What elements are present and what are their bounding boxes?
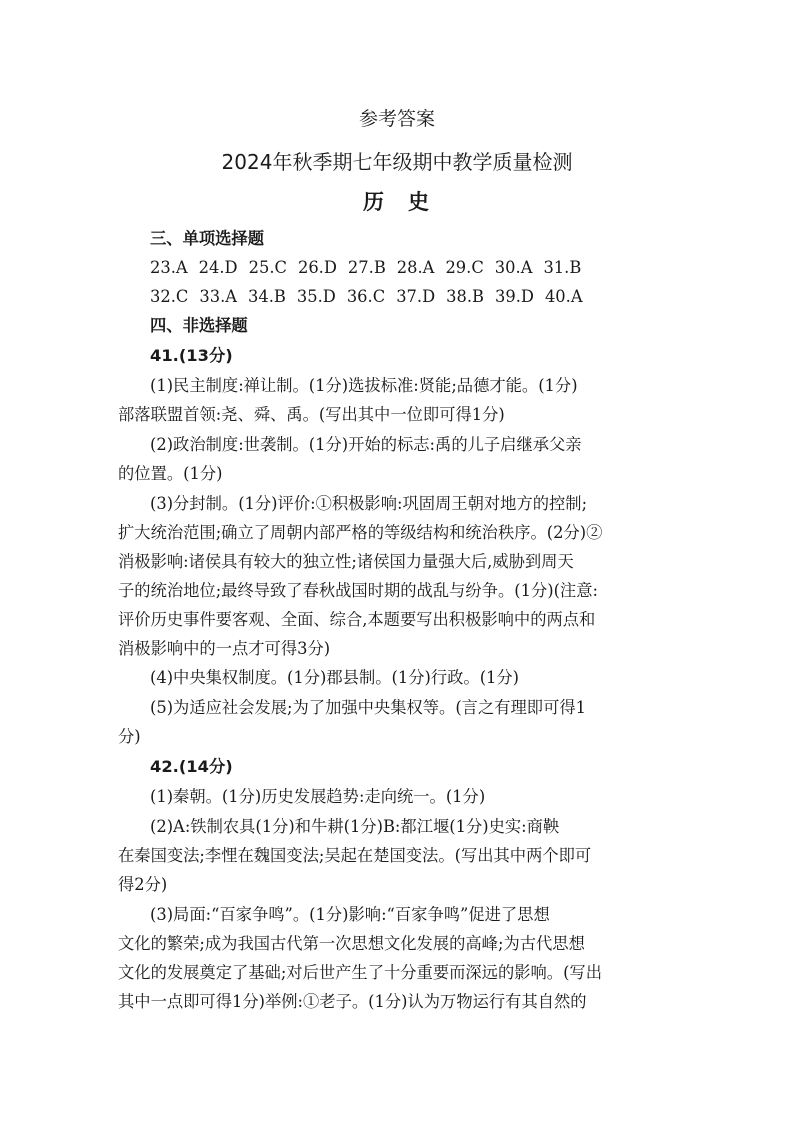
- section-3-title: 三、单项选择题: [150, 229, 264, 248]
- q42-line: 得2分): [118, 875, 168, 894]
- q42-line: 在秦国变法;李悝在魏国变法;吴起在楚国变法。(写出其中两个即可: [118, 846, 592, 865]
- q41-line: (4)中央集权制度。(1分)郡县制。(1分)行政。(1分): [150, 668, 520, 687]
- q41-line: 部落联盟首领:尧、舜、禹。(写出其中一位即可得1分): [118, 405, 505, 424]
- q41-heading: 41.(13分): [150, 346, 233, 365]
- q41-line: 子的统治地位;最终导致了春秋战国时期的战乱与纷争。(1分)(注意:: [118, 581, 598, 600]
- answer-item: 38.B: [446, 287, 484, 306]
- answer-item: 40.A: [544, 287, 583, 306]
- q42-line: 其中一点即可得1分)举例:①老子。(1分)认为万物运行有其自然的: [118, 992, 587, 1011]
- q41-line: (2)政治制度:世袭制。(1分)开始的标志:禹的儿子启继承父亲: [150, 435, 582, 454]
- answer-row-2: [150, 285, 684, 309]
- subject-char-2: 史: [408, 189, 431, 214]
- q42-line: (1)秦朝。(1分)历史发展趋势:走向统一。(1分): [150, 787, 486, 806]
- answer-item: 39.D: [495, 287, 534, 306]
- q42-line: 文化的繁荣;成为我国古代第一次思想文化发展的高峰;为古代思想: [118, 934, 585, 953]
- q41-line: 的位置。(1分): [118, 464, 223, 483]
- q41-line: 消极影响中的一点才可得3分): [118, 639, 331, 658]
- q41-line: 消极影响:诸侯具有较大的独立性;诸侯国力量强大后,威胁到周天: [118, 552, 574, 571]
- answer-item: 37.D: [396, 287, 436, 306]
- exam-title: 2024年秋季期七年级期中教学质量检测: [221, 150, 573, 174]
- section-4-title: 四、非选择题: [150, 316, 248, 335]
- answer-item: 31.B: [543, 258, 582, 277]
- answer-item: 29.C: [445, 258, 484, 277]
- answer-item: 26.D: [297, 258, 337, 277]
- q41-line: (5)为适应社会发展;为了加强中央集权等。(言之有理即可得1: [150, 698, 587, 717]
- answer-item: 25.C: [248, 258, 287, 277]
- answer-item: 36.C: [346, 287, 386, 306]
- subject-title: [0, 186, 794, 216]
- answer-item: 33.A: [199, 287, 238, 306]
- answer-item: 28.A: [396, 258, 435, 277]
- answer-item: 34.B: [248, 287, 286, 306]
- answer-item: 30.A: [494, 258, 533, 277]
- answer-item: 24.D: [198, 258, 238, 277]
- q42-line: (2)A:铁制农具(1分)和牛耕(1分)B:都江堰(1分)史实:商鞅: [150, 817, 560, 836]
- answer-item: 32.C: [150, 287, 189, 306]
- answer-row-1: [150, 256, 684, 280]
- answer-item: 23.A: [150, 258, 188, 277]
- q41-line: 扩大统治范围;确立了周朝内部严格的等级结构和统治秩序。(2分)②: [118, 523, 603, 542]
- q42-line: 文化的发展奠定了基础;对后世产生了十分重要而深远的影响。(写出: [118, 963, 602, 982]
- answer-item: 27.B: [347, 258, 386, 277]
- q41-line: 分): [118, 727, 141, 746]
- q42-line: (3)局面:“百家争鸣”。(1分)影响:“百家争鸣”促进了思想: [150, 905, 550, 924]
- answer-item: 35.D: [296, 287, 336, 306]
- q41-line: (3)分封制。(1分)评价:①积极影响:巩固周王朝对地方的控制;: [150, 494, 588, 513]
- q42-heading: 42.(14分): [150, 757, 233, 776]
- answer-key-label: 参考答案: [358, 108, 435, 130]
- subject-char-1: 历: [363, 189, 386, 214]
- q41-line: (1)民主制度:禅让制。(1分)选拔标准:贤能;品德才能。(1分): [150, 376, 578, 395]
- q41-line: 评价历史事件要客观、全面、综合,本题要写出积极影响中的两点和: [118, 610, 596, 629]
